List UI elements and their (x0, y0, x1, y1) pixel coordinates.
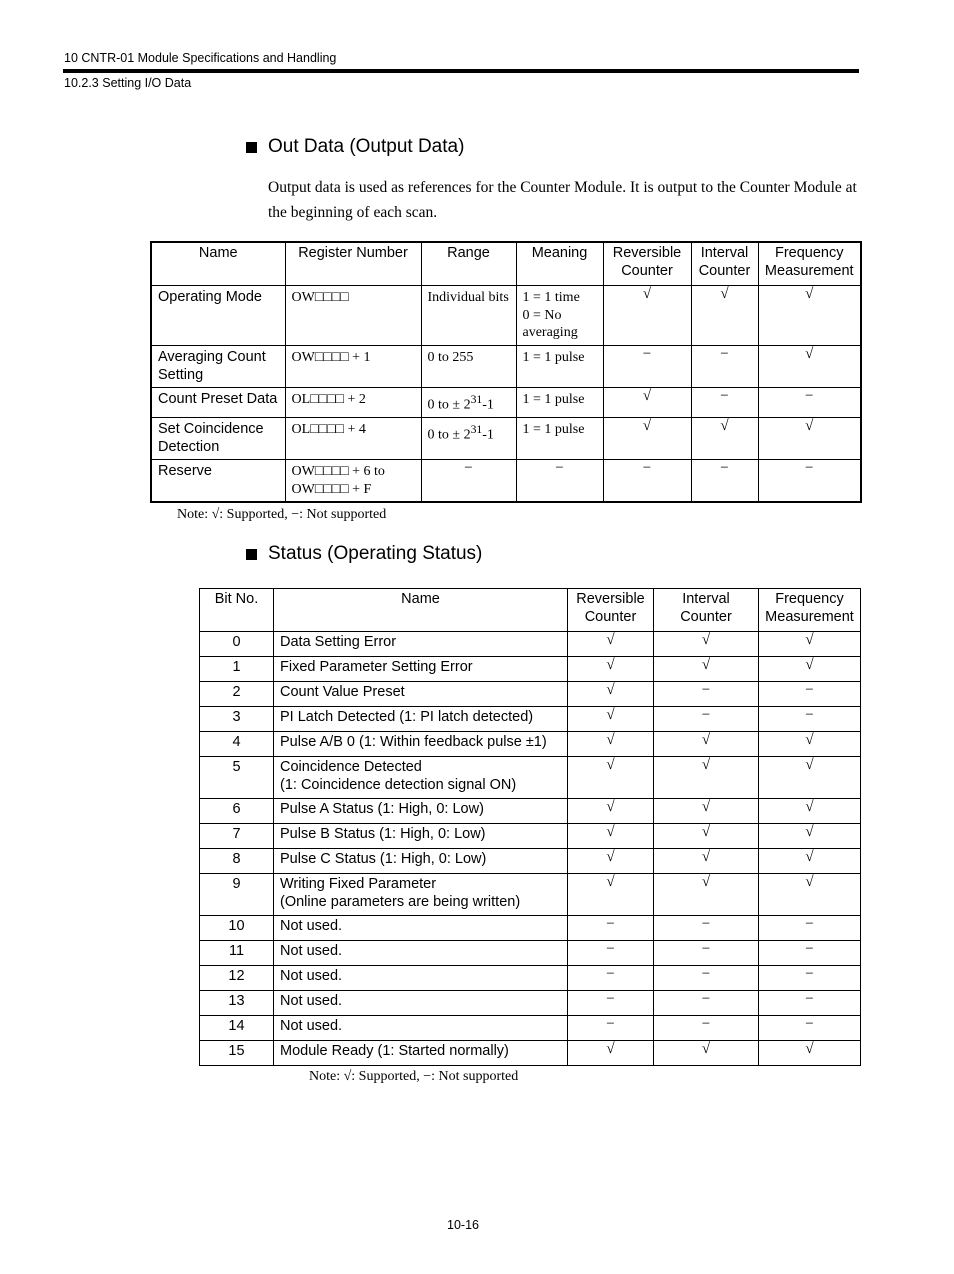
table-row (200, 657, 861, 682)
out-data-title: Out Data (Output Data) (268, 136, 465, 157)
cell-meaning: − (516, 460, 603, 502)
cell-frequency: − (759, 966, 861, 991)
cell-name: Averaging Count Setting (151, 346, 285, 388)
cell-bit: 13 (200, 991, 274, 1016)
cell-frequency: − (758, 388, 861, 418)
page-number: 10-16 (447, 1218, 479, 1232)
col-header-bit: Bit No. (200, 589, 274, 632)
cell-register: OW□□□□ (285, 286, 421, 346)
cell-interval: √ (654, 824, 759, 849)
cell-name: Reserve (151, 460, 285, 502)
col-header-reversible: Reversible Counter (568, 589, 654, 632)
table-row (151, 286, 861, 346)
range-base: 0 to ± 2 (427, 427, 471, 443)
cell-frequency: √ (759, 732, 861, 757)
cell-name: Not used. (274, 966, 568, 991)
cell-reversible: √ (568, 732, 654, 757)
cell-name: Data Setting Error (274, 632, 568, 657)
col-header-name: Name (151, 242, 285, 286)
cell-name: Coincidence Detected (1: Coincidence detection signal ON) (274, 757, 568, 799)
cell-interval: √ (654, 657, 759, 682)
cell-interval: − (654, 916, 759, 941)
cell-range: 0 to 255 (421, 346, 516, 388)
cell-name: Not used. (274, 991, 568, 1016)
cell-reversible: √ (568, 632, 654, 657)
cell-interval: √ (654, 799, 759, 824)
col-header-interval: Interval Counter (654, 589, 759, 632)
cell-interval: − (654, 941, 759, 966)
cell-bit: 1 (200, 657, 274, 682)
cell-frequency: √ (758, 418, 861, 460)
cell-bit: 7 (200, 824, 274, 849)
cell-name: Count Preset Data (151, 388, 285, 418)
range-base: 0 to ± 2 (427, 397, 471, 413)
cell-interval: √ (654, 732, 759, 757)
status-heading (246, 543, 482, 565)
table-row (200, 682, 861, 707)
cell-reversible: √ (603, 418, 691, 460)
cell-interval: √ (691, 286, 758, 346)
cell-range (421, 388, 516, 418)
cell-bit: 0 (200, 632, 274, 657)
cell-frequency: − (759, 916, 861, 941)
cell-register: OL□□□□ + 2 (285, 388, 421, 418)
square-bullet-icon (246, 549, 257, 560)
cell-bit: 14 (200, 1016, 274, 1041)
table-row (200, 849, 861, 874)
cell-interval: √ (691, 418, 758, 460)
col-header-meaning: Meaning (516, 242, 603, 286)
out-data-note: Note: √: Supported, −: Not supported (177, 507, 387, 522)
cell-bit: 15 (200, 1041, 274, 1066)
cell-frequency: − (759, 991, 861, 1016)
cell-register: OW□□□□ + 1 (285, 346, 421, 388)
cell-interval: √ (654, 1041, 759, 1066)
cell-bit: 3 (200, 707, 274, 732)
status-note: Note: √: Supported, −: Not supported (309, 1069, 519, 1084)
header-rule (63, 69, 859, 73)
cell-reversible: √ (568, 849, 654, 874)
table-row (200, 1041, 861, 1066)
status-table-header-row (200, 589, 861, 632)
cell-frequency: − (759, 682, 861, 707)
cell-name: Set Coincidence Detection (151, 418, 285, 460)
col-header-range: Range (421, 242, 516, 286)
table-row (151, 346, 861, 388)
col-header-interval: Interval Counter (691, 242, 758, 286)
running-header-chapter: 10 CNTR-01 Module Specifications and Handling (64, 51, 337, 65)
table-row (200, 799, 861, 824)
cell-name: Not used. (274, 941, 568, 966)
col-header-frequency: Frequency Measurement (758, 242, 861, 286)
cell-name: Pulse B Status (1: High, 0: Low) (274, 824, 568, 849)
cell-name: Pulse A Status (1: High, 0: Low) (274, 799, 568, 824)
out-table-header-row (151, 242, 861, 286)
cell-bit: 5 (200, 757, 274, 799)
table-row (200, 941, 861, 966)
table-row (200, 916, 861, 941)
col-header-register: Register Number (285, 242, 421, 286)
cell-frequency: √ (759, 632, 861, 657)
cell-meaning: 1 = 1 time 0 = No averaging (516, 286, 603, 346)
cell-bit: 4 (200, 732, 274, 757)
table-row (200, 874, 861, 916)
cell-reversible: √ (568, 799, 654, 824)
cell-interval: − (654, 991, 759, 1016)
table-row (200, 1016, 861, 1041)
table-row (200, 732, 861, 757)
range-suffix: -1 (482, 427, 494, 443)
cell-interval: √ (654, 849, 759, 874)
table-row (200, 966, 861, 991)
cell-range: Individual bits (421, 286, 516, 346)
cell-frequency: √ (759, 849, 861, 874)
cell-interval: − (654, 966, 759, 991)
cell-name: Fixed Parameter Setting Error (274, 657, 568, 682)
cell-reversible: − (603, 460, 691, 502)
cell-frequency: − (759, 941, 861, 966)
status-title: Status (Operating Status) (268, 543, 483, 564)
cell-reversible: √ (603, 286, 691, 346)
table-row (200, 991, 861, 1016)
cell-reversible: − (603, 346, 691, 388)
cell-reversible: √ (568, 824, 654, 849)
cell-reversible: √ (568, 657, 654, 682)
table-row (200, 757, 861, 799)
range-exponent: 31 (470, 423, 483, 436)
cell-bit: 11 (200, 941, 274, 966)
cell-meaning: 1 = 1 pulse (516, 418, 603, 460)
cell-reversible: − (568, 916, 654, 941)
cell-frequency: √ (759, 824, 861, 849)
cell-interval: − (691, 346, 758, 388)
cell-frequency: − (759, 707, 861, 732)
cell-interval: − (691, 388, 758, 418)
cell-register: OW□□□□ + 6 to OW□□□□ + F (285, 460, 421, 502)
cell-meaning: 1 = 1 pulse (516, 388, 603, 418)
cell-range: − (421, 460, 516, 502)
col-header-name: Name (274, 589, 568, 632)
out-data-heading (246, 136, 464, 158)
cell-reversible: − (568, 991, 654, 1016)
cell-frequency: − (758, 460, 861, 502)
cell-frequency: − (759, 1016, 861, 1041)
cell-bit: 6 (200, 799, 274, 824)
out-data-table (150, 241, 862, 503)
table-row (200, 707, 861, 732)
cell-reversible: √ (568, 874, 654, 916)
cell-interval: − (654, 1016, 759, 1041)
cell-range (421, 418, 516, 460)
cell-interval: √ (654, 632, 759, 657)
cell-name: Not used. (274, 916, 568, 941)
cell-frequency: √ (758, 286, 861, 346)
cell-name: Pulse C Status (1: High, 0: Low) (274, 849, 568, 874)
cell-frequency: √ (759, 757, 861, 799)
col-header-reversible: Reversible Counter (603, 242, 691, 286)
cell-reversible: − (568, 941, 654, 966)
cell-name: Operating Mode (151, 286, 285, 346)
cell-bit: 12 (200, 966, 274, 991)
cell-frequency: √ (759, 1041, 861, 1066)
cell-reversible: √ (568, 1041, 654, 1066)
cell-meaning: 1 = 1 pulse (516, 346, 603, 388)
range-exponent: 31 (470, 393, 483, 406)
out-data-intro: Output data is used as references for the Counter Module. It is output to the Counter Module at the beginning of each scan. (268, 179, 857, 221)
table-row (151, 388, 861, 418)
cell-bit: 8 (200, 849, 274, 874)
running-header-section: 10.2.3 Setting I/O Data (64, 76, 192, 90)
cell-bit: 10 (200, 916, 274, 941)
cell-reversible: √ (568, 757, 654, 799)
cell-reversible: √ (603, 388, 691, 418)
col-header-frequency: Frequency Measurement (759, 589, 861, 632)
table-row (200, 824, 861, 849)
table-row (200, 632, 861, 657)
status-table (199, 588, 861, 1066)
cell-bit: 2 (200, 682, 274, 707)
cell-name: Writing Fixed Parameter (Online parameters are being written) (274, 874, 568, 916)
table-row (151, 460, 861, 502)
cell-reversible: − (568, 966, 654, 991)
square-bullet-icon (246, 142, 257, 153)
table-row (151, 418, 861, 460)
cell-name: Pulse A/B 0 (1: Within feedback pulse ±1) (274, 732, 568, 757)
cell-interval: − (691, 460, 758, 502)
cell-interval: √ (654, 757, 759, 799)
cell-interval: √ (654, 874, 759, 916)
cell-frequency: √ (758, 346, 861, 388)
cell-register: OL□□□□ + 4 (285, 418, 421, 460)
cell-frequency: √ (759, 799, 861, 824)
cell-name: PI Latch Detected (1: PI latch detected) (274, 707, 568, 732)
cell-frequency: √ (759, 874, 861, 916)
cell-interval: − (654, 707, 759, 732)
cell-reversible: − (568, 1016, 654, 1041)
cell-frequency: √ (759, 657, 861, 682)
cell-name: Count Value Preset (274, 682, 568, 707)
cell-reversible: √ (568, 707, 654, 732)
cell-bit: 9 (200, 874, 274, 916)
cell-interval: − (654, 682, 759, 707)
range-suffix: -1 (482, 397, 494, 413)
cell-name: Module Ready (1: Started normally) (274, 1041, 568, 1066)
cell-reversible: √ (568, 682, 654, 707)
cell-name: Not used. (274, 1016, 568, 1041)
